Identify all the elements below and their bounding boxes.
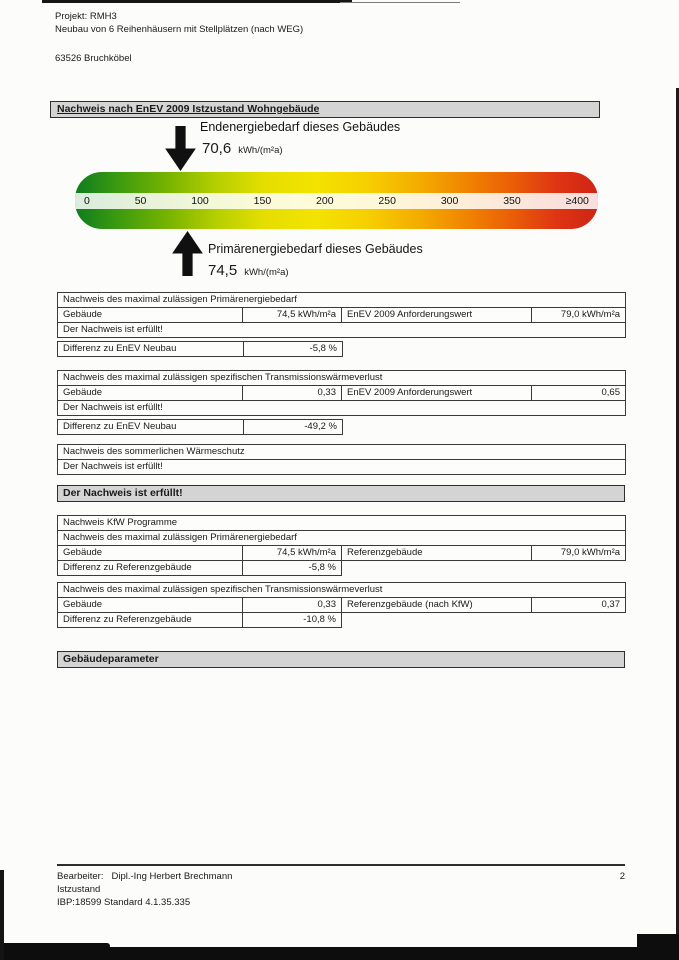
primary-energy-value: 74,5 <box>208 262 238 279</box>
project-line: Projekt: RMH3 <box>55 11 117 22</box>
table-header-row <box>58 293 626 308</box>
scale-tick: 200 <box>316 194 334 207</box>
building-value: 74,5 kWh/m²a <box>243 308 342 323</box>
scale-tick: 150 <box>253 194 272 207</box>
enev-primary-energy-diff-table <box>57 341 343 357</box>
requirement-value: 0,65 <box>532 386 626 401</box>
primary-energy-value-row <box>208 262 289 279</box>
table-header: Nachweis des maximal zulässigen Primärenergiebedarf <box>58 293 626 308</box>
table-header: Nachweis des maximal zulässigen spezifischen Transmissionswärmeverlust <box>58 583 626 598</box>
table-header: Nachweis des maximal zulässigen spezifischen Transmissionswärmeverlust <box>58 371 626 386</box>
diff-value: -5,8 % <box>243 342 342 357</box>
scale-tick: 300 <box>440 194 459 207</box>
project-header <box>55 0 679 65</box>
primary-energy-label: Primärenergiebedarf dieses Gebäudes <box>208 242 423 256</box>
editor-name: Dipl.-Ing Herbert Brechmann <box>111 871 233 882</box>
requirement-label: EnEV 2009 Anforderungswert <box>342 386 532 401</box>
scan-artifact-left <box>0 870 4 960</box>
reference-label: Referenzgebäude (nach KfW) <box>342 598 532 613</box>
footer-row <box>57 870 625 883</box>
table-row <box>58 308 626 323</box>
diff-label: Differenz zu Referenzgebäude <box>58 561 243 576</box>
table-row <box>58 420 343 435</box>
editor-label: Bearbeiter: <box>57 871 104 882</box>
diff-label: Differenz zu EnEV Neubau <box>58 342 244 357</box>
kfw-program-header: Nachweis KfW Programme <box>58 516 626 531</box>
end-energy-label: Endenergiebedarf dieses Gebäudes <box>200 120 401 134</box>
document-title: Nachweis nach EnEV 2009 Istzustand Wohngebäude <box>57 103 320 115</box>
scale-tick: 50 <box>134 194 147 207</box>
page-footer <box>57 864 625 909</box>
table-row <box>58 546 626 561</box>
enev-transmission-diff-table <box>57 419 343 435</box>
table-header-row <box>58 531 626 546</box>
table-header: Nachweis des maximal zulässigen Primärenergiebedarf <box>58 531 626 546</box>
building-label: Gebäude <box>58 386 243 401</box>
fulfilled-note: Der Nachweis ist erfüllt! <box>58 460 626 475</box>
table-row <box>58 598 626 613</box>
scan-artifact-top-faint <box>340 2 460 3</box>
table-row <box>58 401 626 416</box>
table-header-row <box>58 445 626 460</box>
reference-label: Referenzgebäude <box>342 546 532 561</box>
project-subtitle: Neubau von 6 Reihenhäusern mit Stellplätzen (nach WEG) <box>55 24 304 35</box>
empty-cell <box>342 613 626 628</box>
scan-artifact-bottom-bump <box>0 943 110 949</box>
footer-software: IBP:18599 Standard 4.1.35.335 <box>57 897 191 908</box>
table-header: Nachweis des sommerlichen Wärmeschutz <box>58 445 626 460</box>
energy-scale-bar <box>75 172 598 229</box>
empty-cell <box>342 561 626 576</box>
page-number: 2 <box>619 871 625 882</box>
building-value: 74,5 kWh/m²a <box>243 546 342 561</box>
building-label: Gebäude <box>58 308 243 323</box>
table-row <box>58 323 626 338</box>
table-row <box>58 342 343 357</box>
kfw-primary-energy-table <box>57 515 626 576</box>
building-value: 0,33 <box>243 386 342 401</box>
table-row <box>58 613 626 628</box>
diff-label: Differenz zu EnEV Neubau <box>58 420 244 435</box>
building-label: Gebäude <box>58 546 243 561</box>
table-header-row <box>58 516 626 531</box>
kfw-transmission-table <box>57 582 626 628</box>
down-arrow-icon <box>165 126 196 171</box>
fulfilled-note: Der Nachweis ist erfüllt! <box>58 323 626 338</box>
reference-value: 0,37 <box>532 598 626 613</box>
scale-tick: 100 <box>191 194 209 207</box>
building-label: Gebäude <box>58 598 243 613</box>
scale-tick-stripe <box>75 193 598 209</box>
overall-statement: Der Nachweis ist erfüllt! <box>57 485 625 502</box>
building-value: 0,33 <box>243 598 342 613</box>
scan-artifact-corner <box>637 934 679 960</box>
table-row <box>58 561 626 576</box>
fulfilled-note: Der Nachweis ist erfüllt! <box>58 401 626 416</box>
enev-summer-table <box>57 444 626 475</box>
scale-tick: 250 <box>378 194 396 207</box>
reference-value: 79,0 kWh/m²a <box>532 546 626 561</box>
end-energy-value-row <box>202 140 283 157</box>
table-row <box>58 386 626 401</box>
scale-tick: ≥400 <box>565 194 589 207</box>
end-energy-value: 70,6 <box>202 140 232 157</box>
enev-transmission-table <box>57 370 626 416</box>
energy-scale-section <box>0 118 679 286</box>
diff-value: -10,8 % <box>243 613 342 628</box>
scan-artifact-top <box>42 0 352 3</box>
table-header-row <box>58 371 626 386</box>
table-header-row <box>58 583 626 598</box>
diff-value: -49,2 % <box>243 420 342 435</box>
diff-value: -5,8 % <box>243 561 342 576</box>
footer-rule <box>57 864 625 866</box>
document-title-box <box>50 101 600 118</box>
table-row <box>58 460 626 475</box>
scale-tick: 350 <box>503 194 521 207</box>
requirement-label: EnEV 2009 Anforderungswert <box>342 308 532 323</box>
scale-tick: 0 <box>84 194 90 207</box>
location-line: 63526 Bruchköbel <box>55 53 132 64</box>
up-arrow-icon <box>172 231 203 276</box>
section-gebaeudeparameter: Gebäudeparameter <box>57 651 625 668</box>
editor-line <box>57 870 232 883</box>
footer-state: Istzustand <box>57 884 101 895</box>
end-energy-unit: kWh/(m²a) <box>238 145 283 156</box>
enev-primary-energy-table <box>57 292 626 338</box>
primary-energy-unit: kWh/(m²a) <box>244 267 289 278</box>
requirement-value: 79,0 kWh/m²a <box>532 308 626 323</box>
diff-label: Differenz zu Referenzgebäude <box>58 613 243 628</box>
